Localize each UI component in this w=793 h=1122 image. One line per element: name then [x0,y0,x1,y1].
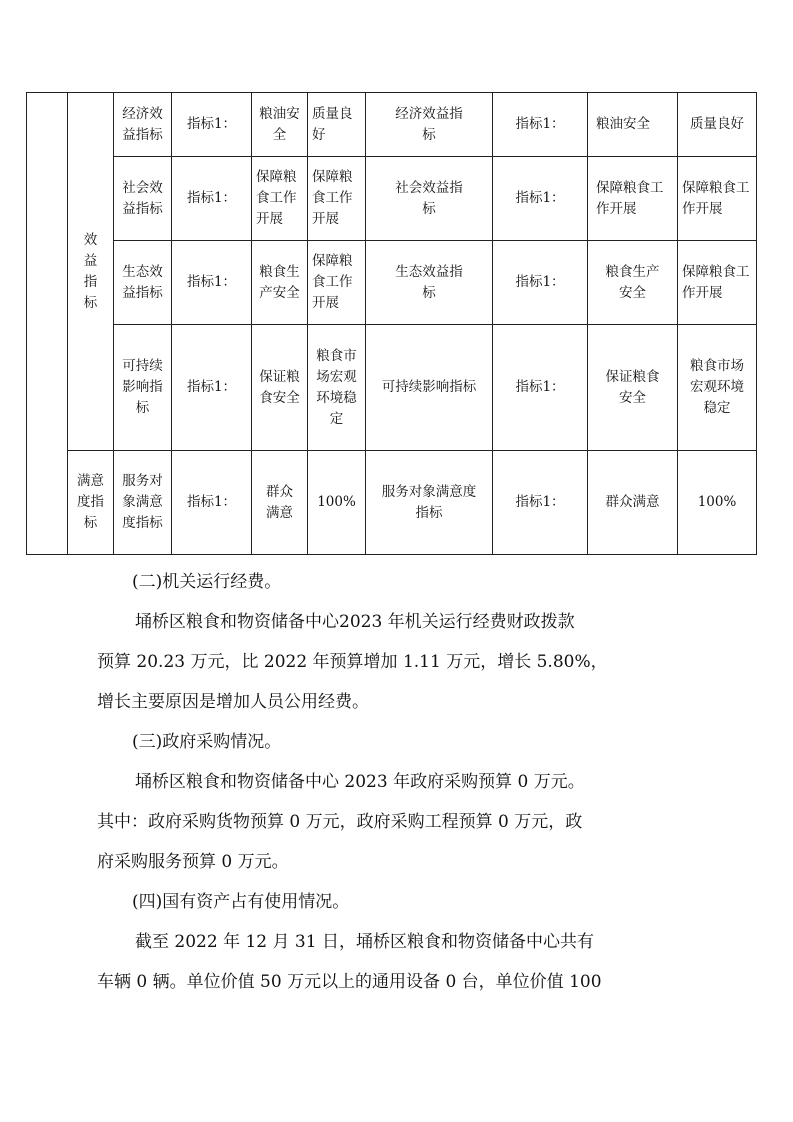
table-cell: 指标1： [493,157,588,241]
heading-operating-expenses: (二)机关运行经费。 [132,572,282,592]
table-cell: 群众满意 [588,451,678,555]
table-cell: 质量良好 [308,93,366,157]
paragraph-line: 其中：政府采购货物预算 0 万元，政府采购工程预算 0 万元，政 [97,812,583,832]
table-cell: 保证粮食安全 [588,325,678,451]
table-cell: 指标1： [493,93,588,157]
table-cell: 指标1： [493,241,588,325]
table-cell: 粮油安全 [252,93,308,157]
section-label-benefit: 效益指标 [68,93,114,451]
table-cell: 指标1： [172,93,252,157]
table-cell: 粮食生产安全 [588,241,678,325]
table-cell: 粮油安全 [588,93,678,157]
table-cell: 经济效益指标 [114,93,172,157]
table-cell: 指标1： [493,451,588,555]
table-cell: 群众满意 [252,451,308,555]
table-cell: 可持续影响指标 [114,325,172,451]
table-cell: 生态效益指标 [366,241,493,325]
heading-procurement: (三)政府采购情况。 [132,732,282,752]
table-cell: 100% [678,451,757,555]
table-cell: 指标1： [172,157,252,241]
table-row [27,93,757,157]
table-cell: 指标1： [493,325,588,451]
paragraph-line: 增长主要原因是增加人员公用经费。 [97,692,369,712]
table-cell: 社会效益指标 [114,157,172,241]
table-cell: 100% [308,451,366,555]
table-blank-cell [27,93,68,555]
paragraph-line: 埇桥区粮食和物资储备中心2023 年机关运行经费财政拨款 [135,612,575,632]
paragraph-line: 埇桥区粮食和物资储备中心 2023 年政府采购预算 0 万元。 [135,772,585,792]
paragraph-line: 车辆 0 辆。单位价值 50 万元以上的通用设备 0 台，单位价值 100 [97,972,602,992]
table-cell: 经济效益指标 [366,93,493,157]
table-cell: 粮食市场宏观环境稳定 [308,325,366,451]
table-row [27,451,757,555]
heading-state-assets: (四)国有资产占有使用情况。 [132,892,350,912]
table-cell: 保障粮食工作开展 [678,157,757,241]
table-cell: 保障粮食工作开展 [588,157,678,241]
paragraph-line: 截至 2022 年 12 月 31 日，埇桥区粮食和物资储备中心共有 [135,932,594,952]
table-cell: 可持续影响指标 [366,325,493,451]
table-cell: 生态效益指标 [114,241,172,325]
paragraph-line: 府采购服务预算 0 万元。 [97,852,289,872]
table-cell: 服务对象满意度指标 [366,451,493,555]
table-cell: 保证粮食安全 [252,325,308,451]
table-cell: 保障粮食工作开展 [308,241,366,325]
table-cell: 服务对象满意度指标 [114,451,172,555]
table-cell: 社会效益指标 [366,157,493,241]
paragraph-line: 预算 20.23 万元，比 2022 年预算增加 1.11 万元，增长 5.80%， [97,652,608,672]
table-cell: 粮食生产安全 [252,241,308,325]
table-row [27,325,757,451]
table-cell: 指标1： [172,241,252,325]
performance-indicator-table [26,92,757,555]
table-cell: 保障粮食工作开展 [252,157,308,241]
table-row [27,241,757,325]
table-cell: 质量良好 [678,93,757,157]
table-row [27,157,757,241]
table-cell: 保障粮食工作开展 [678,241,757,325]
table-cell: 粮食市场宏观环境稳定 [678,325,757,451]
table-cell: 指标1： [172,325,252,451]
section-label-satisfaction: 满意度指标 [68,451,114,555]
table-cell: 指标1： [172,451,252,555]
table-cell: 保障粮食工作开展 [308,157,366,241]
